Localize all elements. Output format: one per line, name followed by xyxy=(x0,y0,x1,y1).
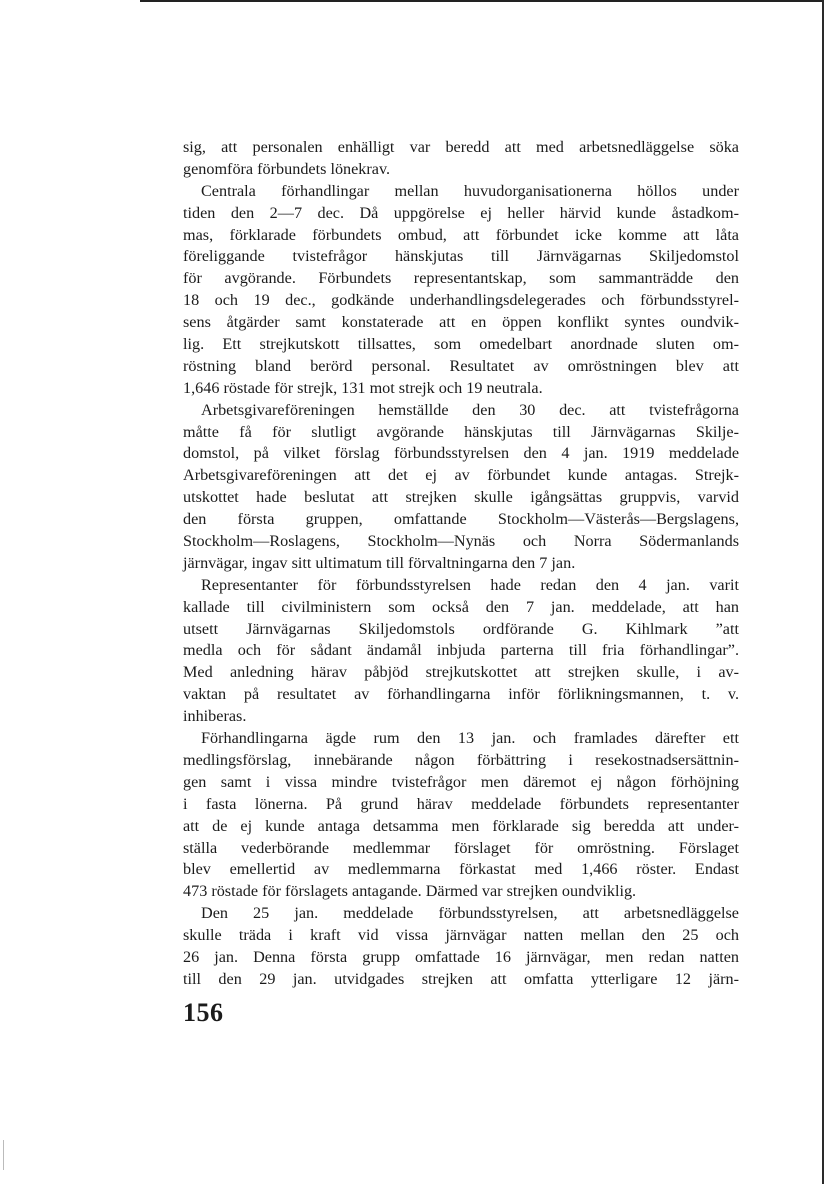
text-line: sig, att personalen enhälligt var beredd att med arbetsnedläggelse söka xyxy=(183,138,739,156)
text-line: medla och för sådant ändamål inbjuda parterna till fria förhandlingar”. xyxy=(183,641,739,660)
text-line: 18 och 19 dec., godkände underhandlingsdelegerades och förbundsstyrel- xyxy=(183,291,739,310)
text-line: sens åtgärder samt konstaterade att en öppen konflikt syntes oundvik- xyxy=(183,313,739,332)
text-line: Med anledning härav påbjöd strejkutskottet att strejken skulle, i av- xyxy=(183,663,739,682)
text-line: domstol, på vilket förslag förbundsstyrelsen den 4 jan. 1919 meddelade xyxy=(183,444,739,463)
text-line: Centrala förhandlingar mellan huvudorganisationerna höllos under xyxy=(201,181,739,200)
text-line: Den 25 jan. meddelade förbundsstyrelsen, att arbetsnedläggelse xyxy=(201,904,739,923)
scan-margin-mark xyxy=(3,1140,4,1170)
text-line: föreliggande tvistefrågor hänskjutas till Järnvägarnas Skiljedomstol xyxy=(183,247,739,266)
text-line: 1,646 röstade för strejk, 131 mot strejk och 19 neutrala. xyxy=(183,378,543,397)
text-line: Arbetsgivareföreningen att det ej av förbundet kunde antagas. Strejk- xyxy=(183,466,739,485)
text-line: Stockholm—Roslagens, Stockholm—Nynäs och Norra Södermanlands xyxy=(183,532,739,551)
text-line: lig. Ett strejkutskott tillsattes, som omedelbart anordnade sluten om- xyxy=(183,335,739,354)
text-line: Representanter för förbundsstyrelsen hade redan den 4 jan. varit xyxy=(201,575,739,594)
text-line: den första gruppen, omfattande Stockholm—Västerås—Bergslagens, xyxy=(183,510,739,529)
body-text xyxy=(183,137,739,991)
text-line: Arbetsgivareföreningen hemställde den 30 dec. att tvistefrågorna xyxy=(201,400,739,419)
text-line: inhiberas. xyxy=(183,707,247,726)
text-line: 26 jan. Denna första grupp omfattade 16 järnvägar, men redan natten xyxy=(183,947,739,966)
page-number: 156 xyxy=(183,998,224,1027)
text-line: till den 29 jan. utvidgades strejken att omfatta ytterligare 12 järn- xyxy=(183,969,739,988)
text-line: blev emellertid av medlemmarna förkastat med 1,466 röster. Endast xyxy=(183,860,739,879)
text-line: gen samt i vissa mindre tvistefrågor men däremot ej någon förhöjning xyxy=(183,772,739,791)
text-line: röstning bland berörd personal. Resultatet av omröstningen blev att xyxy=(183,356,739,375)
text-line: 473 röstade för förslagets antagande. Därmed var strejken oundviklig. xyxy=(183,882,637,901)
text-line: mas, förklarade förbundets ombud, att förbundet icke komme att låta xyxy=(183,225,739,244)
text-line: medlingsförslag, innebärande någon förbättring i resekostnadsersättnin- xyxy=(183,750,739,769)
text-line: utsett Järnvägarnas Skiljedomstols ordförande G. Kihlmark ”att xyxy=(183,619,739,638)
text-line: genomföra förbundets lönekrav. xyxy=(183,159,391,178)
text-line: att de ej kunde antaga detsamma men förklarade sig beredda att under- xyxy=(183,816,739,835)
text-line: ställa vederbörande medlemmar förslaget för omröstning. Förslaget xyxy=(183,838,739,857)
text-line: för avgörande. Förbundets representantskap, som sammanträdde den xyxy=(183,269,739,288)
text-line: måtte få för slutligt avgörande hänskjutas till Järnvägarnas Skilje- xyxy=(183,422,739,441)
text-line: Förhandlingarna ägde rum den 13 jan. och framlades därefter ett xyxy=(201,729,739,748)
text-line: i fasta lönerna. På grund härav meddelade förbundets representanter xyxy=(183,794,739,813)
text-line: tiden den 2—7 dec. Då uppgörelse ej heller härvid kunde åstadkom- xyxy=(183,203,739,222)
text-line: skulle träda i kraft vid vissa järnvägar natten mellan den 25 och xyxy=(183,926,739,945)
text-line: kallade till civilministern som också den 7 jan. meddelade, att han xyxy=(183,597,739,616)
top-edge-rule xyxy=(140,0,824,2)
text-line: vaktan på resultatet av förhandlingarna inför förlikningsmannen, t. v. xyxy=(183,685,739,704)
text-line: järnvägar, ingav sitt ultimatum till förvaltningarna den 7 jan. xyxy=(183,553,576,572)
text-line: utskottet hade beslutat att strejken skulle igångsättas gruppvis, varvid xyxy=(183,488,739,507)
